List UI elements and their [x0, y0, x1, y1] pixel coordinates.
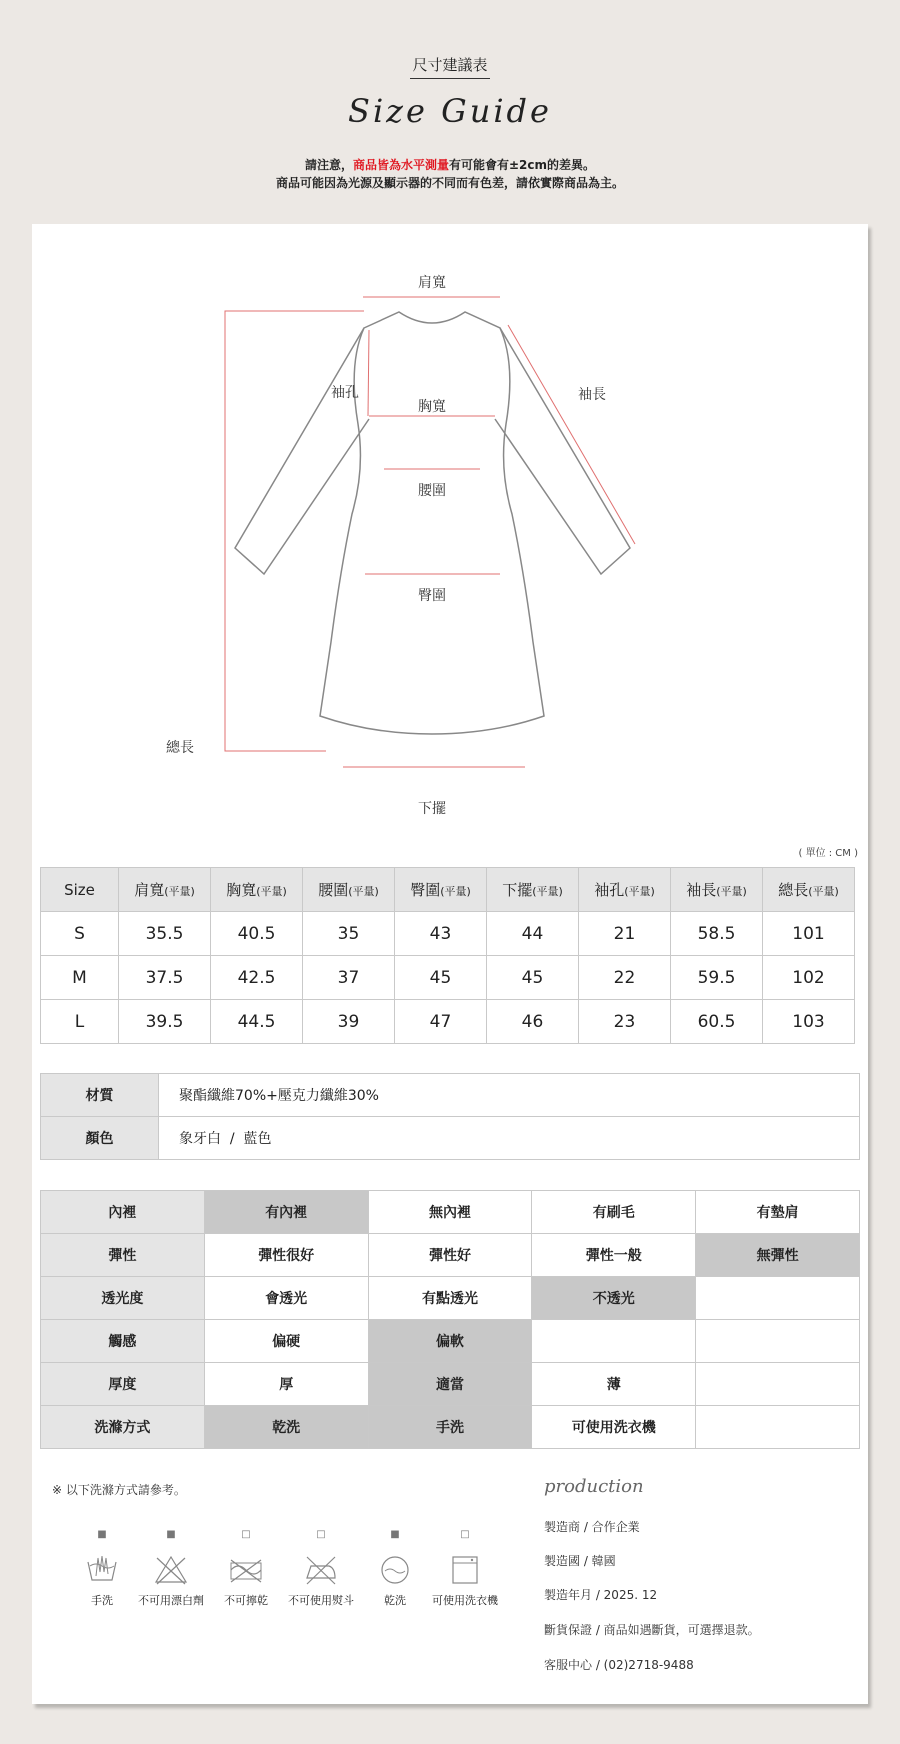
- measurement-cell: 37: [303, 956, 395, 1000]
- unchecked-box-icon: □: [241, 1529, 251, 1540]
- size-chart-label: 尺寸建議表: [0, 54, 900, 79]
- care-item: [131, 1524, 211, 1608]
- color-row: [41, 1117, 860, 1160]
- care-item: [206, 1524, 286, 1608]
- attribute-option: 彈性一般: [532, 1234, 696, 1277]
- attribute-option-selected: 不透光: [532, 1277, 696, 1320]
- material-value: 聚酯纖維70%+壓克力纖維30%: [159, 1074, 860, 1117]
- measurement-cell: 35: [303, 912, 395, 956]
- size-column-header: 下擺(平量): [487, 868, 579, 912]
- attribute-table: [40, 1190, 860, 1449]
- attribute-row: [41, 1320, 860, 1363]
- production-info-line: 製造年月 / 2025. 12: [544, 1588, 658, 1602]
- no-bleach-icon: [131, 1554, 211, 1586]
- material-row: [41, 1074, 860, 1117]
- checked-box-icon: ■: [166, 1529, 176, 1540]
- measurement-cell: 60.5: [671, 1000, 763, 1044]
- size-row: [41, 956, 855, 1000]
- measurement-cell: 59.5: [671, 956, 763, 1000]
- no-wring-icon: [206, 1554, 286, 1586]
- care-note: ※ 以下洗滌方式請參考。: [52, 1483, 186, 1497]
- care-label: 手洗: [91, 1594, 113, 1607]
- dry-clean-icon: [355, 1554, 435, 1586]
- attribute-row: [41, 1277, 860, 1320]
- care-item: [355, 1524, 435, 1608]
- size-cell: S: [41, 912, 119, 956]
- attribute-label: 洗滌方式: [41, 1406, 205, 1449]
- production-info-line: 製造商 / 合作企業: [544, 1520, 640, 1534]
- measurement-cell: 44.5: [211, 1000, 303, 1044]
- care-label: 不可擰乾: [224, 1594, 268, 1607]
- attribute-option-selected: 手洗: [368, 1406, 532, 1449]
- size-column-header: 腰圍(平量): [303, 868, 395, 912]
- size-cell: M: [41, 956, 119, 1000]
- notice-highlight: 商品皆為水平測量: [352, 158, 449, 172]
- measurement-cell: 40.5: [211, 912, 303, 956]
- attribute-option: 有墊肩: [696, 1191, 860, 1234]
- attribute-option-selected: 無彈性: [696, 1234, 860, 1277]
- measurement-cell: 44: [487, 912, 579, 956]
- page-title: Size Guide: [348, 92, 552, 130]
- attribute-option: 有刷毛: [532, 1191, 696, 1234]
- label-hip: 臀圍: [418, 588, 446, 604]
- measurement-cell: 23: [579, 1000, 671, 1044]
- label-chest: 胸寬: [418, 399, 446, 415]
- unchecked-box-icon: □: [316, 1529, 326, 1540]
- attribute-label: 透光度: [41, 1277, 205, 1320]
- size-guide-card: [32, 224, 868, 1704]
- attribute-label: 彈性: [41, 1234, 205, 1277]
- size-row: [41, 912, 855, 956]
- checked-box-icon: ■: [97, 1529, 107, 1540]
- size-table: [40, 867, 855, 1044]
- attribute-option: 彈性很好: [204, 1234, 368, 1277]
- attribute-option: 無內裡: [368, 1191, 532, 1234]
- measurement-cell: 42.5: [211, 956, 303, 1000]
- label-armhole: 袖孔: [331, 385, 359, 401]
- color-label: 顏色: [41, 1117, 159, 1160]
- measurement-cell: 102: [763, 956, 855, 1000]
- care-label: 可使用洗衣機: [432, 1594, 498, 1607]
- care-item: [62, 1524, 142, 1608]
- attribute-option-selected: 偏軟: [368, 1320, 532, 1363]
- measurement-cell: 46: [487, 1000, 579, 1044]
- attribute-option: [696, 1363, 860, 1406]
- label-waist: 腰圍: [418, 483, 446, 499]
- label-shoulder: 肩寬: [418, 275, 446, 291]
- measurement-cell: 21: [579, 912, 671, 956]
- size-column-header: 臀圍(平量): [395, 868, 487, 912]
- care-label: 乾洗: [384, 1594, 406, 1607]
- attribute-option: [696, 1320, 860, 1363]
- size-column-header: 袖長(平量): [671, 868, 763, 912]
- attribute-label: 觸感: [41, 1320, 205, 1363]
- production-title: production: [544, 1476, 644, 1497]
- measurement-cell: 43: [395, 912, 487, 956]
- attribute-option: 可使用洗衣機: [532, 1406, 696, 1449]
- production-info-line: 客服中心 / (02)2718-9488: [544, 1658, 694, 1672]
- washing-machine-icon: [425, 1554, 505, 1586]
- material-label: 材質: [41, 1074, 159, 1117]
- size-column-header: 袖孔(平量): [579, 868, 671, 912]
- attribute-option: 薄: [532, 1363, 696, 1406]
- attribute-label: 內裡: [41, 1191, 205, 1234]
- attribute-option: [696, 1406, 860, 1449]
- size-row: [41, 1000, 855, 1044]
- attribute-option: 會透光: [204, 1277, 368, 1320]
- unchecked-box-icon: □: [460, 1529, 470, 1540]
- measurement-cell: 39.5: [119, 1000, 211, 1044]
- attribute-option-selected: 適當: [368, 1363, 532, 1406]
- label-sleeve: 袖長: [578, 387, 606, 403]
- size-column-header: 總長(平量): [763, 868, 855, 912]
- label-length: 總長: [166, 740, 194, 756]
- attribute-option: 厚: [204, 1363, 368, 1406]
- attribute-row: [41, 1406, 860, 1449]
- attribute-row: [41, 1234, 860, 1277]
- measurement-cell: 58.5: [671, 912, 763, 956]
- dress-diagram: [32, 224, 868, 824]
- measurement-cell: 47: [395, 1000, 487, 1044]
- measurement-cell: 45: [395, 956, 487, 1000]
- checked-box-icon: ■: [390, 1529, 400, 1540]
- measurement-notice: 請注意，商品皆為水平測量有可能會有±2cm的差異。 商品可能因為光源及顯示器的不同而有色差，請依實際商品為主。: [275, 158, 624, 190]
- size-column-header: 胸寬(平量): [211, 868, 303, 912]
- no-iron-icon: [281, 1554, 361, 1586]
- measurement-cell: 39: [303, 1000, 395, 1044]
- care-label: 不可使用熨斗: [288, 1594, 354, 1607]
- production-info-line: 斷貨保證 / 商品如遇斷貨，可選擇退款。: [544, 1623, 760, 1637]
- attribute-row: [41, 1191, 860, 1234]
- attribute-row: [41, 1363, 860, 1406]
- care-item: [425, 1524, 505, 1608]
- attribute-option: [532, 1320, 696, 1363]
- measurement-cell: 37.5: [119, 956, 211, 1000]
- attribute-option: 有點透光: [368, 1277, 532, 1320]
- color-value: 象牙白 / 藍色: [159, 1117, 860, 1160]
- measurement-cell: 45: [487, 956, 579, 1000]
- unit-label: ( 單位 : CM ): [798, 848, 858, 859]
- size-column-header: 肩寬(平量): [119, 868, 211, 912]
- production-info-line: 製造國 / 韓國: [544, 1554, 616, 1568]
- size-header: Size: [41, 868, 119, 912]
- attribute-label: 厚度: [41, 1363, 205, 1406]
- care-label: 不可用漂白劑: [138, 1594, 204, 1607]
- measurement-cell: 22: [579, 956, 671, 1000]
- attribute-option: 彈性好: [368, 1234, 532, 1277]
- hand-wash-icon: [62, 1554, 142, 1586]
- size-table-header: [41, 868, 855, 912]
- measurement-cell: 35.5: [119, 912, 211, 956]
- attribute-option: 偏硬: [204, 1320, 368, 1363]
- size-cell: L: [41, 1000, 119, 1044]
- label-hem: 下擺: [418, 801, 446, 817]
- care-item: [281, 1524, 361, 1608]
- measurement-cell: 103: [763, 1000, 855, 1044]
- attribute-option: [696, 1277, 860, 1320]
- attribute-option-selected: 有內裡: [204, 1191, 368, 1234]
- measurement-cell: 101: [763, 912, 855, 956]
- material-table: [40, 1073, 860, 1160]
- attribute-option-selected: 乾洗: [204, 1406, 368, 1449]
